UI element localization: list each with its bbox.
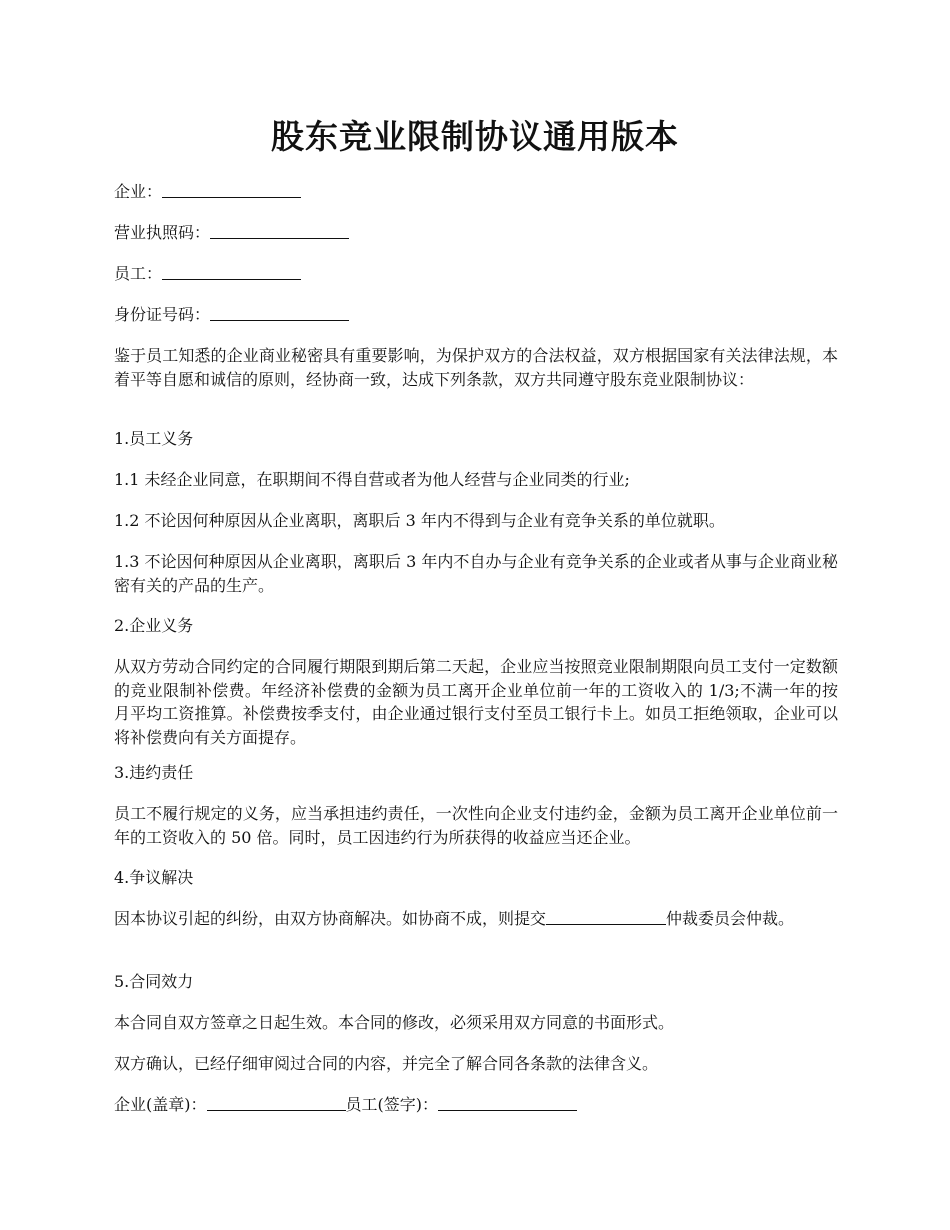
section4-body-after: 仲裁委员会仲裁。 bbox=[666, 909, 795, 928]
section1-item3: 1.3 不论因何种原因从企业离职，离职后 3 年内不自办与企业有竞争关系的企业或者从事与企业商业秘密有关的产品的生产。 bbox=[114, 552, 838, 595]
document-title: 股东竞业限制协议通用版本 bbox=[271, 117, 679, 156]
section5-body1: 本合同自双方签章之日起生效。本合同的修改，必须采用双方同意的书面形式。 bbox=[114, 1013, 675, 1032]
intro-paragraph: 鉴于员工知悉的企业商业秘密具有重要影响，为保护双方的合法权益，双方根据国家有关法律法规，本着平等自愿和诚信的原则，经协商一致，达成下列条款，双方共同遵守股东竞业限制协议： bbox=[114, 346, 838, 389]
employee-field bbox=[114, 262, 301, 286]
company-seal-label: 企业(盖章)： bbox=[114, 1095, 207, 1114]
company-label: 企业： bbox=[114, 182, 163, 201]
section4-body-before: 因本协议引起的纠纷，由双方协商解决。如协商不成，则提交 bbox=[114, 909, 547, 928]
id-number-field bbox=[114, 303, 349, 327]
company-seal-blank bbox=[207, 1094, 346, 1111]
section5-heading: 5.合同效力 bbox=[114, 972, 194, 991]
license-blank bbox=[210, 222, 349, 239]
signature-line bbox=[114, 1093, 577, 1117]
employee-sign-blank bbox=[438, 1094, 577, 1111]
section3-heading: 3.违约责任 bbox=[114, 763, 194, 782]
arbitration-blank bbox=[546, 908, 666, 925]
id-number-blank bbox=[210, 304, 349, 321]
section1-heading: 1.员工义务 bbox=[114, 429, 194, 448]
section2-heading: 2.企业义务 bbox=[114, 616, 194, 635]
employee-blank bbox=[162, 263, 301, 280]
id-number-label: 身份证号码： bbox=[114, 305, 211, 324]
section1-item1: 1.1 未经企业同意，在职期间不得自营或者为他人经营与企业同类的行业; bbox=[114, 470, 630, 489]
section5-body2: 双方确认，已经仔细审阅过合同的内容，并完全了解合同各条款的法律含义。 bbox=[114, 1054, 659, 1073]
employee-label: 员工： bbox=[114, 264, 163, 283]
employee-sign-label: 员工(签字)： bbox=[345, 1095, 438, 1114]
section3-body: 员工不履行规定的义务，应当承担违约责任，一次性向企业支付违约金，金额为员工离开企业单位前一年的工资收入的 50 倍。同时，员工因违约行为所获得的收益应当还企业。 bbox=[114, 804, 838, 847]
license-field bbox=[114, 221, 349, 245]
company-field bbox=[114, 180, 301, 204]
license-label: 营业执照码： bbox=[114, 223, 211, 242]
section4-heading: 4.争议解决 bbox=[114, 868, 194, 887]
section1-item2: 1.2 不论因何种原因从企业离职，离职后 3 年内不得到与企业有竞争关系的单位就职。 bbox=[114, 511, 725, 530]
company-blank bbox=[162, 181, 301, 198]
section2-body: 从双方劳动合同约定的合同履行期限到期后第二天起，企业应当按照竞业限制期限向员工支付一定数额的竞业限制补偿费。年经济补偿费的金额为员工离开企业单位前一年的工资收入的 1/3;不满一年的按月平均工资推算。补偿费按季支付，由企业通过银行支付至员工银行卡上。如员工拒绝领取，企业可以将补偿费向有关方面提存。 bbox=[114, 657, 838, 747]
section4-body bbox=[114, 907, 838, 931]
